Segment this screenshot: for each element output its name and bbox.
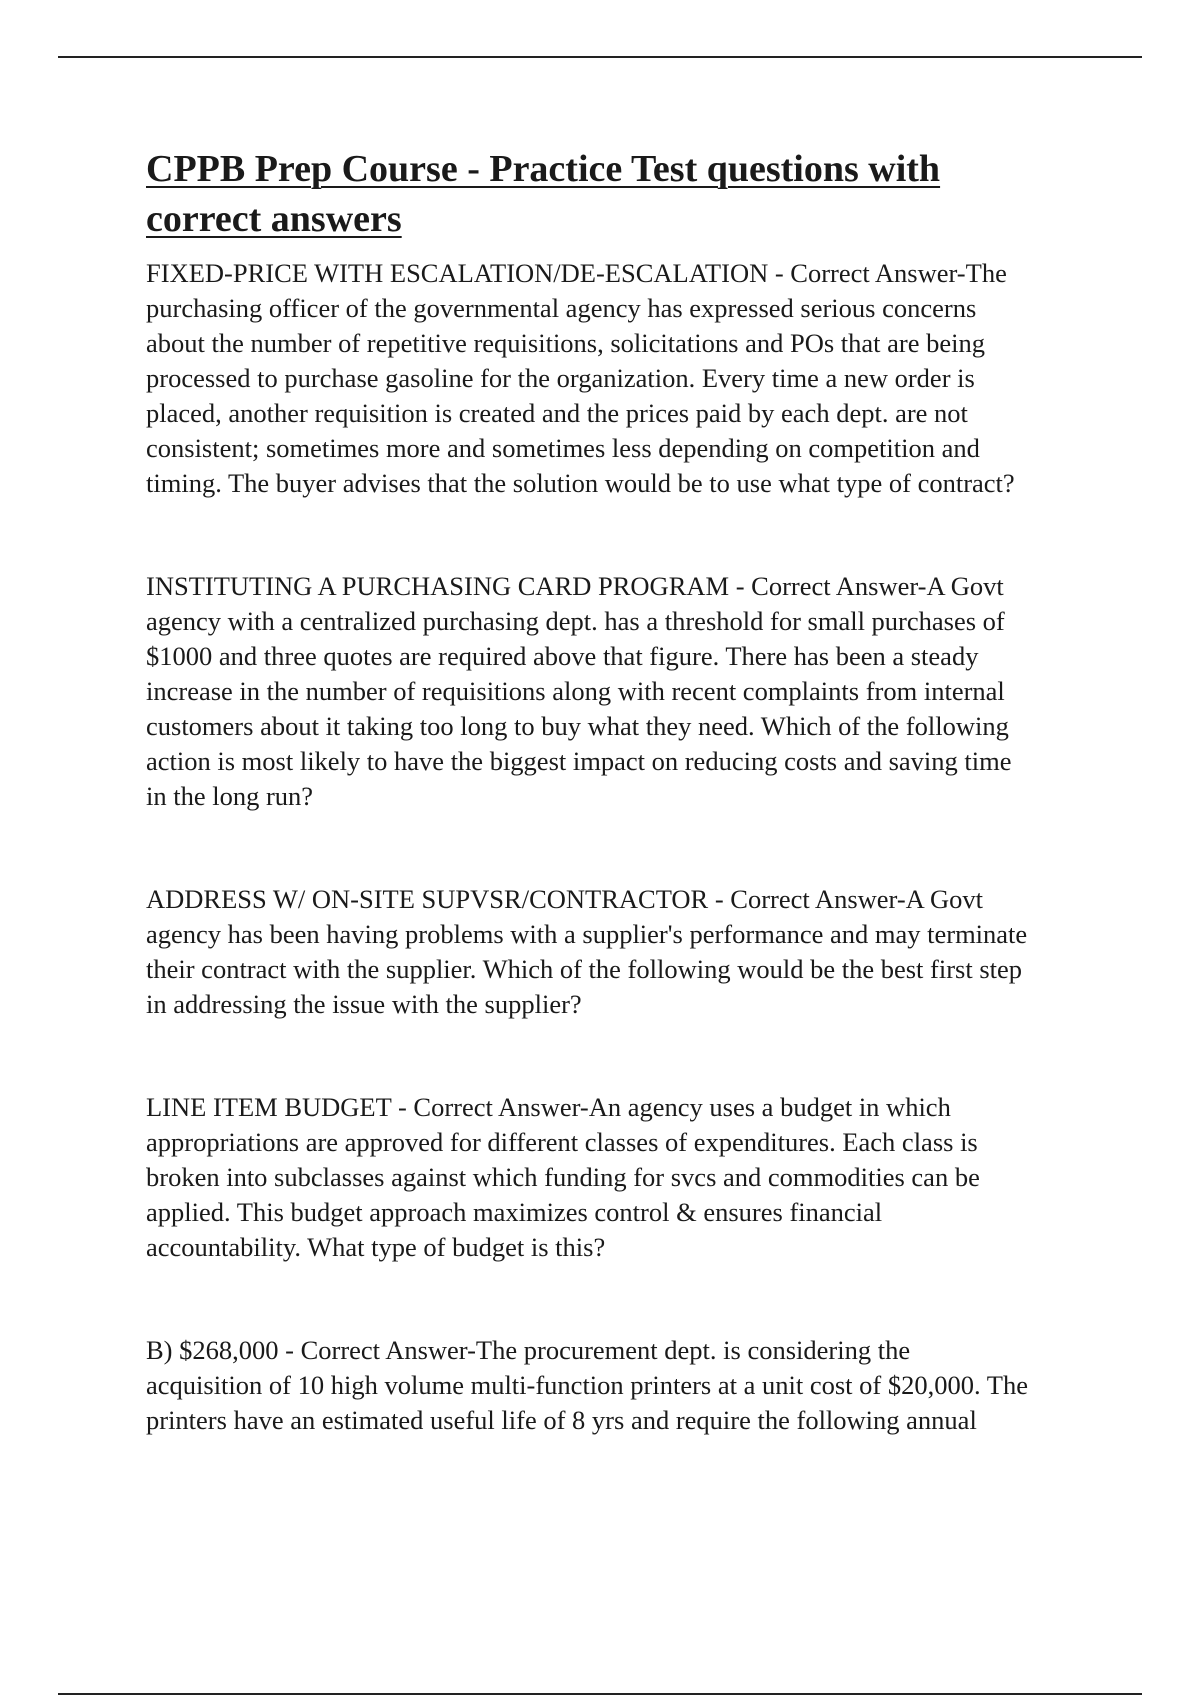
document-title: CPPB Prep Course - Practice Test questions with correct answers	[146, 148, 941, 240]
qa-item-5: B) $268,000 - Correct Answer-The procurement dept. is considering the acquisition of 10 high volume multi-function printers at a unit cost of $20,000. The printers have an estimated useful life of 8 yrs and require the following annual	[146, 1335, 1028, 1435]
document-body	[146, 144, 1106, 1506]
qa-item-3: ADDRESS W/ ON-SITE SUPVSR/CONTRACTOR - Correct Answer-A Govt agency has been having problems with a supplier's performance and may terminate their contract with the supplier. Which of the following would be the best first step in addressing the issue with the supplier?	[146, 884, 1028, 1019]
header-rule	[58, 56, 1142, 58]
qa-item-2: INSTITUTING A PURCHASING CARD PROGRAM - Correct Answer-A Govt agency with a centralized purchasing dept. has a threshold for small purchases of $1000 and three quotes are required above that figure. There has been a steady increase in the number of requisitions along with recent complaints from internal customers about it taking too long to buy what they need. Which of the following action is most likely to have the biggest impact on reducing costs and saving time in the long run?	[146, 571, 1012, 811]
qa-item-1: FIXED-PRICE WITH ESCALATION/DE-ESCALATION - Correct Answer-The purchasing officer of the governmental agency has expressed serious concerns about the number of repetitive requisitions, solicitations and POs that are being processed to purchase gasoline for the organization. Every time a new order is placed, another requisition is created and the prices paid by each dept. are not consistent; sometimes more and sometimes less depending on competition and timing. The buyer advises that the solution would be to use what type of contract?	[146, 258, 1015, 498]
qa-item-4: LINE ITEM BUDGET - Correct Answer-An agency uses a budget in which appropriations are approved for different classes of expenditures. Each class is broken into subclasses against which funding for svcs and commodities can be applied. This budget approach maximizes control & ensures financial accountability. What type of budget is this?	[146, 1092, 980, 1262]
footer-rule	[58, 1693, 1142, 1695]
